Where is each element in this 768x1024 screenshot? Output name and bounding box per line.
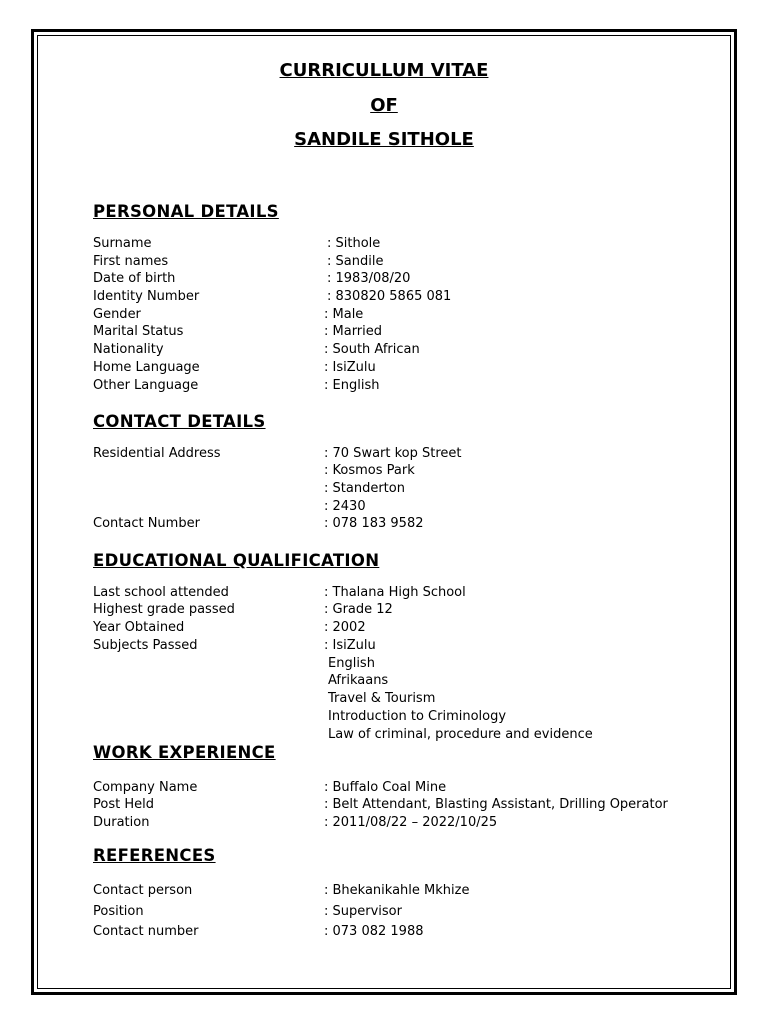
reference-label-position: Position: [93, 904, 144, 919]
personal-label-surname: Surname: [93, 236, 152, 251]
personal-value-id: : 830820 5865 081: [327, 289, 452, 304]
education-label-grade: Highest grade passed: [93, 602, 235, 617]
contact-details-heading: CONTACT DETAILS: [93, 412, 266, 431]
personal-details-heading: PERSONAL DETAILS: [93, 202, 279, 221]
personal-label-marital: Marital Status: [93, 324, 184, 339]
contact-address-line: : 2430: [324, 499, 366, 514]
work-label-duration: Duration: [93, 815, 150, 830]
work-value-duration: : 2011/08/22 – 2022/10/25: [324, 815, 498, 830]
education-subject-item: Travel & Tourism: [328, 691, 436, 706]
personal-value-marital: : Married: [324, 324, 383, 339]
contact-address-line: : Standerton: [324, 481, 405, 496]
contact-label-address: Residential Address: [93, 446, 221, 461]
education-subject-item: Introduction to Criminology: [328, 709, 507, 724]
education-value-grade: : Grade 12: [324, 602, 393, 617]
personal-label-home-language: Home Language: [93, 360, 200, 375]
personal-value-nationality: : South African: [324, 342, 420, 357]
work-label-company: Company Name: [93, 780, 198, 795]
education-heading: EDUCATIONAL QUALIFICATION: [93, 551, 380, 570]
personal-label-nationality: Nationality: [93, 342, 164, 357]
references-heading: REFERENCES: [93, 846, 216, 865]
personal-label-id: Identity Number: [93, 289, 200, 304]
education-subject-item: Law of criminal, procedure and evidence: [328, 727, 593, 742]
work-value-post: : Belt Attendant, Blasting Assistant, Drilling Operator: [324, 797, 668, 812]
education-label-school: Last school attended: [93, 585, 229, 600]
personal-value-gender: : Male: [324, 307, 364, 322]
cv-title-line1: CURRICULLUM VITAE: [279, 60, 489, 81]
personal-value-other-language: : English: [324, 378, 380, 393]
personal-label-other-language: Other Language: [93, 378, 199, 393]
contact-value-number: : 078 183 9582: [324, 516, 424, 531]
reference-value-position: : Supervisor: [324, 904, 402, 919]
work-label-post: Post Held: [93, 797, 154, 812]
personal-label-gender: Gender: [93, 307, 141, 322]
education-value-year: : 2002: [324, 620, 366, 635]
contact-label-number: Contact Number: [93, 516, 200, 531]
reference-value-person: : Bhekanikahle Mkhize: [324, 883, 470, 898]
contact-address-line: : Kosmos Park: [324, 463, 415, 478]
personal-value-surname: : Sithole: [327, 236, 381, 251]
cv-title-line2: OF: [370, 95, 398, 116]
reference-label-person: Contact person: [93, 883, 193, 898]
personal-value-dob: : 1983/08/20: [327, 271, 411, 286]
personal-value-home-language: : IsiZulu: [324, 360, 376, 375]
reference-label-number: Contact number: [93, 924, 199, 939]
education-label-year: Year Obtained: [93, 620, 185, 635]
education-label-subjects: Subjects Passed: [93, 638, 198, 653]
personal-value-first-names: : Sandile: [327, 254, 384, 269]
education-subject-item: : IsiZulu: [324, 638, 376, 653]
cv-title-name: SANDILE SITHOLE: [294, 129, 474, 150]
education-subject-item: English: [328, 656, 375, 671]
work-experience-heading: WORK EXPERIENCE: [93, 743, 276, 762]
education-value-school: : Thalana High School: [324, 585, 466, 600]
contact-address-line: : 70 Swart kop Street: [324, 446, 462, 461]
work-value-company: : Buffalo Coal Mine: [324, 780, 447, 795]
personal-label-dob: Date of birth: [93, 271, 176, 286]
reference-value-number: : 073 082 1988: [324, 924, 424, 939]
education-subject-item: Afrikaans: [328, 673, 389, 688]
personal-label-first-names: First names: [93, 254, 169, 269]
